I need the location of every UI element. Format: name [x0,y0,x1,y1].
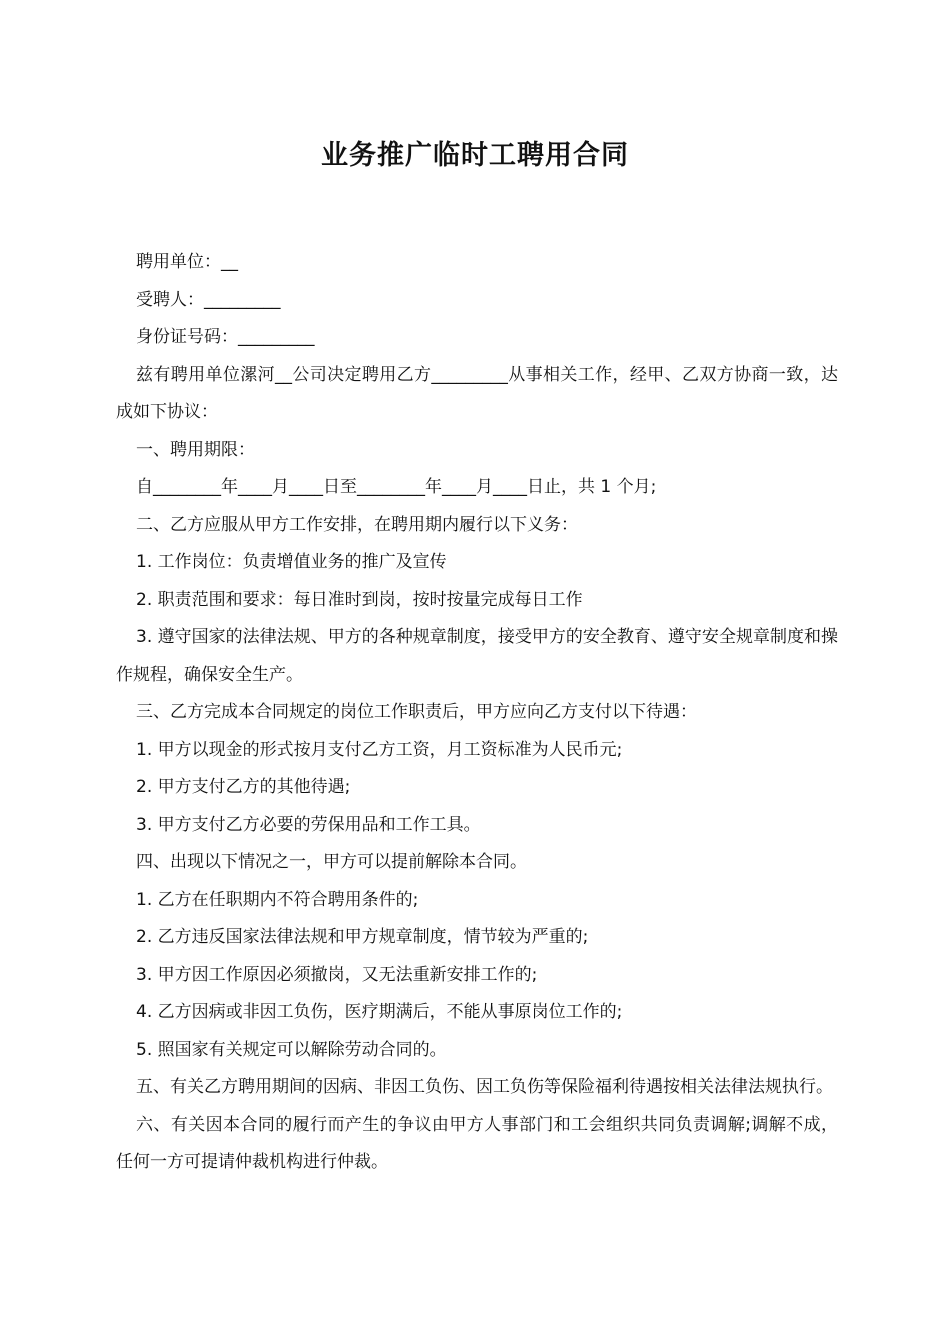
section-heading-termination: 四、出现以下情况之一，甲方可以提前解除本合同。 [136,852,527,872]
list-item-termination-3: 3. 甲方因工作原因必须撤岗，又无法重新安排工作的; [136,964,538,985]
list-item-termination-5: 5. 照国家有关规定可以解除劳动合同的。 [136,1039,447,1060]
list-item-benefit-1: 1. 甲方以现金的形式按月支付乙方工资，月工资标准为人民币元; [136,739,623,760]
list-item-termination-2: 2. 乙方违反国家法律法规和甲方规章制度，情节较为严重的; [136,927,589,947]
section-heading-benefits: 三、乙方完成本合同规定的岗位工作职责后，甲方应向乙方支付以下待遇： [136,702,697,722]
section-disputes: 六、有关因本合同的履行而产生的争议由甲方人事部门和工会组织共同负责调解;调解不成，任何一方可提请仲裁机构进行仲裁。 [116,1114,838,1172]
section-insurance: 五、有关乙方聘用期间的因病、非因工负伤、因工负伤等保险福利待遇按相关法律法规执行。 [136,1077,833,1097]
document-title: 业务推广临时工聘用合同 [321,140,629,171]
paragraph-id-number: 身份证号码：_________ [136,327,315,347]
paragraph-employee: 受聘人：_________ [136,289,281,310]
list-item-termination-4: 4. 乙方因病或非因工负伤，医疗期满后，不能从事原岗位工作的; [136,1002,623,1022]
paragraph-intro: 兹有聘用单位漯河__公司决定聘用乙方_________从事相关工作，经甲、乙双方协商一致，达成如下协议： [116,364,838,422]
list-item-duty-2: 2. 职责范围和要求：每日准时到岗，按时按量完成每日工作 [136,589,583,610]
list-item-termination-1: 1. 乙方在任职期内不符合聘用条件的; [136,889,419,910]
list-item-duty-1: 1. 工作岗位：负责增值业务的推广及宣传 [136,552,447,572]
section-heading-term: 一、聘用期限： [136,439,255,460]
paragraph-term-dates: 自________年____月____日至________年____月____日止，共 1 个月; [136,477,657,497]
list-item-duty-3: 3. 遵守国家的法律法规、甲方的各种规章制度，接受甲方的安全教育、遵守安全规章制度和操作规程，确保安全生产。 [116,627,838,685]
document-body [116,244,838,1182]
list-item-benefit-3: 3. 甲方支付乙方必要的劳保用品和工作工具。 [136,814,481,835]
section-heading-duties: 二、乙方应服从甲方工作安排，在聘用期内履行以下义务： [136,514,578,535]
paragraph-employer: 聘用单位：__ [136,252,238,272]
list-item-benefit-2: 2. 甲方支付乙方的其他待遇; [136,777,351,797]
